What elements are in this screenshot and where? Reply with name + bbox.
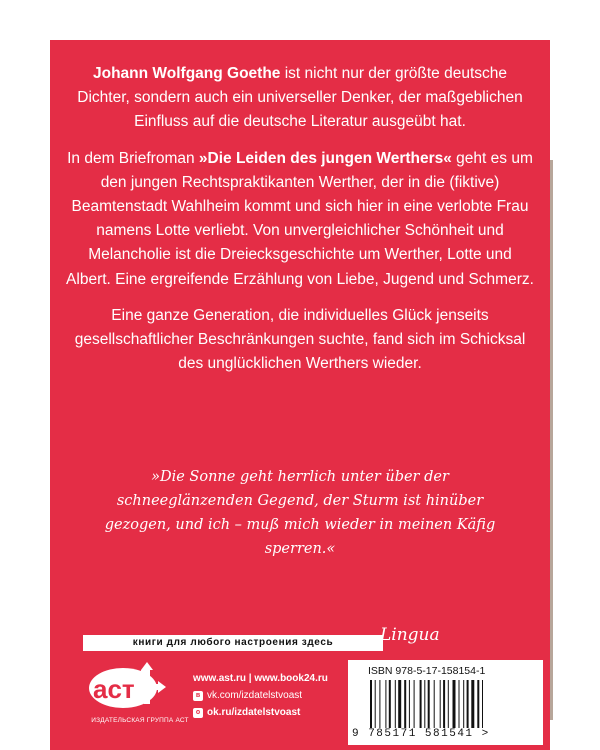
- blurb-paragraph-2: [65, 147, 535, 292]
- ean-number: 9 785171 581541 >: [352, 728, 490, 740]
- blurb-text: In dem Briefroman: [67, 149, 199, 167]
- author-name: Johann Wolfgang Goethe: [92, 65, 281, 82]
- tagline: книги для любого настроения здесь: [83, 635, 383, 651]
- imprint-logo: Lingua: [380, 625, 440, 645]
- vk-icon: в: [193, 691, 203, 701]
- blurb-paragraph-3: Eine ganze Generation, die individuelles Glück jenseits gesellschaftlicher Beschränkungen suchte, fand sich im Schicksal des unglücklichen Werthers wieder.: [74, 306, 526, 373]
- book-title: »Die Leiden des jungen Werthers«: [198, 149, 452, 167]
- blurb: [65, 62, 535, 388]
- ok-link[interactable]: о ok.ru/izdatelstvoast: [193, 704, 328, 721]
- barcode-icon: [368, 680, 533, 730]
- publisher-links: [193, 670, 328, 721]
- ok-icon: о: [193, 708, 203, 718]
- barcode-box: [348, 660, 543, 745]
- publisher-caption: ИЗДАТЕЛЬСКАЯ ГРУППА АСТ: [91, 717, 189, 724]
- blurb-paragraph-1: [65, 62, 535, 135]
- vk-link[interactable]: в vk.com/izdatelstvoast: [193, 687, 328, 704]
- ast-logo-text: аст: [93, 674, 135, 704]
- blurb-text: geht es um den jungen Rechtspraktikanten Werther, der in die (fiktive) Beamtenstadt Wahlheim kommt und sich hier in eine verlobte Frau namens Lotte verliebt. Von unvergleichlicher Schönheit und Melancholie ist die Dreiecksgeschichte um Werther, Lotte und Albert. Eine ergreifende Erzählung von Liebe, Jugend und Schmerz.: [66, 149, 534, 288]
- book-edge: [550, 160, 553, 720]
- book-back-cover: [50, 40, 550, 750]
- web-link[interactable]: www.ast.ru | www.book24.ru: [193, 673, 328, 684]
- isbn-label: ISBN 978-5-17-158154-1: [368, 665, 486, 677]
- blurb-text: ist nicht nur der größte deutsche Dichter, sondern auch ein universeller Denker, der maßgeblichen Einfluss auf die deutsche Literatur ausgeübt hat.: [77, 65, 523, 131]
- quote: »Die Sonne geht herrlich unter über der schneeglänzenden Gegend, der Sturm ist hinüber gezogen, und ich – muß mich wieder in meinen Käfig sperren.«: [104, 469, 496, 557]
